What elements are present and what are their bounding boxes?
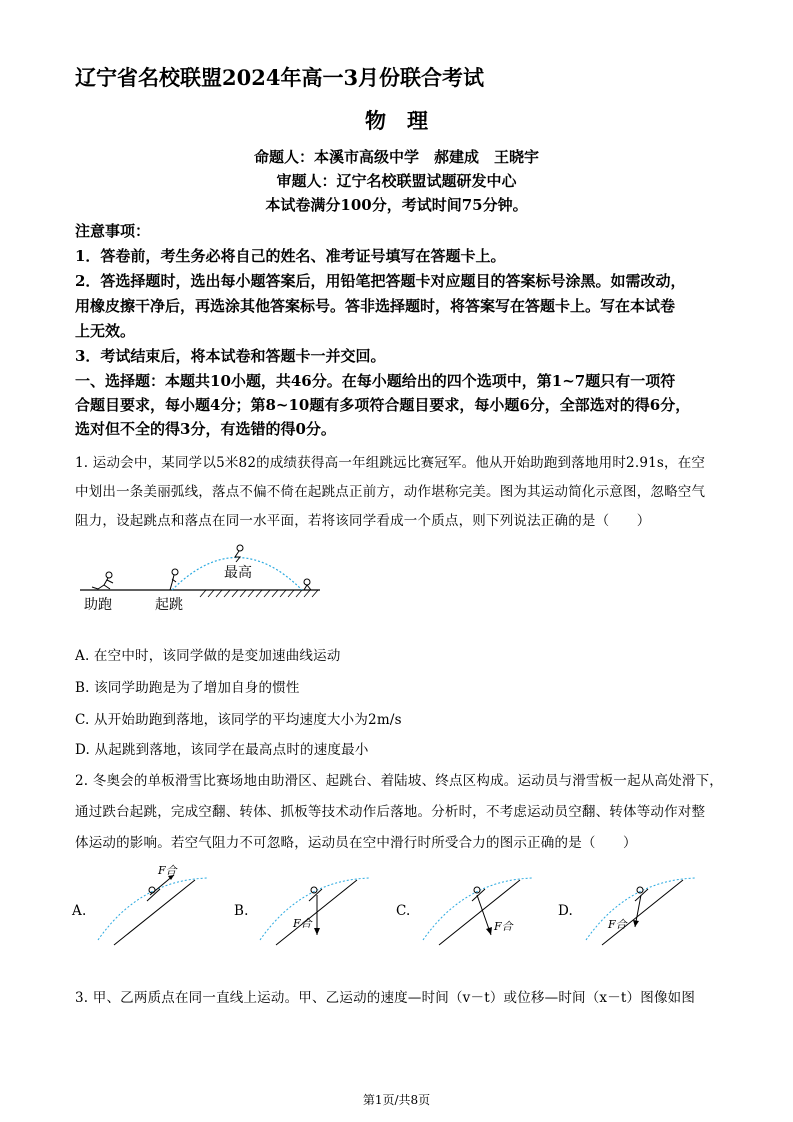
section-line: 合题目要求，每小题4分；第8~10题有多项符合题目要求，每小题6分，全部选对的得6分， — [75, 396, 691, 414]
force-label-b: F合 — [293, 917, 312, 930]
q1-text: 1. 运动会中，某同学以5米82的成绩获得高一年组跳远比赛冠军。他从开始助跑到落地用时2.91s，在空 — [75, 455, 706, 471]
q2-text: 2. 冬奥会的单板滑雪比赛场地由助滑区、起跳台、着陆坡、终点区构成。运动员与滑雪板一起从高处滑下， — [75, 773, 723, 789]
force-label-d: F合 — [608, 918, 627, 931]
subject-title: 物 理 — [365, 108, 428, 133]
note-line: 3．考试结束后，将本试卷和答题卡一并交回。 — [75, 347, 386, 365]
note-line: 用橡皮擦干净后，再选涂其他答案标号。答非选择题时，将答案写在答题卡上。写在本试卷 — [75, 297, 676, 315]
page-footer: 第1页/共8页 — [362, 1093, 431, 1107]
force-label-c: F合 — [494, 920, 513, 933]
q1-option-a: A. 在空中时，该同学做的是变加速曲线运动 — [75, 648, 341, 664]
q2-text: 体运动的影响。若空气阻力不可忽略，运动员在空中滑行时所受合力的图示正确的是（ ） — [75, 835, 637, 851]
q2-option-b-label: B. — [234, 903, 249, 919]
q2-text: 通过跌台起跳，完成空翻、转体、抓板等技术动作后落地。分析时，不考虑运动员空翻、转体等动作对整 — [75, 804, 706, 820]
diagram-a — [90, 865, 220, 950]
diagram-d — [578, 865, 708, 950]
note-line: 2．答选择题时，选出每小题答案后，用铅笔把答题卡对应题目的答案标号涂黑。如需改动， — [75, 272, 686, 290]
exam-title: 辽宁省名校联盟2024年高一3月份联合考试 — [75, 65, 485, 90]
q2-option-c-label: C. — [396, 903, 411, 919]
long-jump-diagram — [80, 535, 330, 615]
force-label-a: F合 — [158, 864, 177, 877]
q1-text: 阻力，设起跳点和落点在同一水平面，若将该同学看成一个质点，则下列说法正确的是（ ） — [75, 513, 651, 529]
notes-heading: 注意事项： — [75, 222, 151, 240]
diagram-c — [415, 865, 545, 950]
exam-info-line: 本试卷满分100分，考试时间75分钟。 — [265, 196, 528, 214]
q3-text: 3. 甲、乙两质点在同一直线上运动。甲、乙运动的速度—时间（v－t）或位移—时间（x－t）图像如图 — [75, 990, 696, 1006]
label-jump: 起跳 — [155, 597, 183, 613]
note-line: 上无效。 — [75, 322, 136, 340]
q1-option-c: C. 从开始助跑到落地，该同学的平均速度大小为2m/s — [75, 712, 402, 728]
q1-option-b: B. 该同学助跑是为了增加自身的惯性 — [75, 680, 300, 696]
reviewer-line: 审题人：辽宁名校联盟试题研发中心 — [276, 172, 517, 190]
q1-text: 中划出一条美丽弧线，落点不偏不倚在起跳点正前方，动作堪称完美。图为其运动简化示意图，忽略空气 — [75, 484, 706, 500]
section-line: 一、选择题：本题共10小题，共46分。在每小题给出的四个选项中，第1~7题只有一项符 — [75, 372, 676, 390]
q2-option-d-label: D. — [558, 903, 574, 919]
label-run: 助跑 — [84, 597, 112, 613]
label-top: 最高 — [224, 565, 252, 581]
author-line: 命题人：本溪市高级中学 郝建成 王晓宇 — [253, 148, 539, 166]
section-line: 选对但不全的得3分，有选错的得0分。 — [75, 420, 336, 438]
q2-option-a-label: A. — [72, 903, 87, 919]
q1-option-d: D. 从起跳到落地，该同学在最高点时的速度最小 — [75, 742, 369, 758]
diagram-b — [252, 865, 382, 950]
note-line: 1．答卷前，考生务必将自己的姓名、准考证号填写在答题卡上。 — [75, 247, 506, 265]
